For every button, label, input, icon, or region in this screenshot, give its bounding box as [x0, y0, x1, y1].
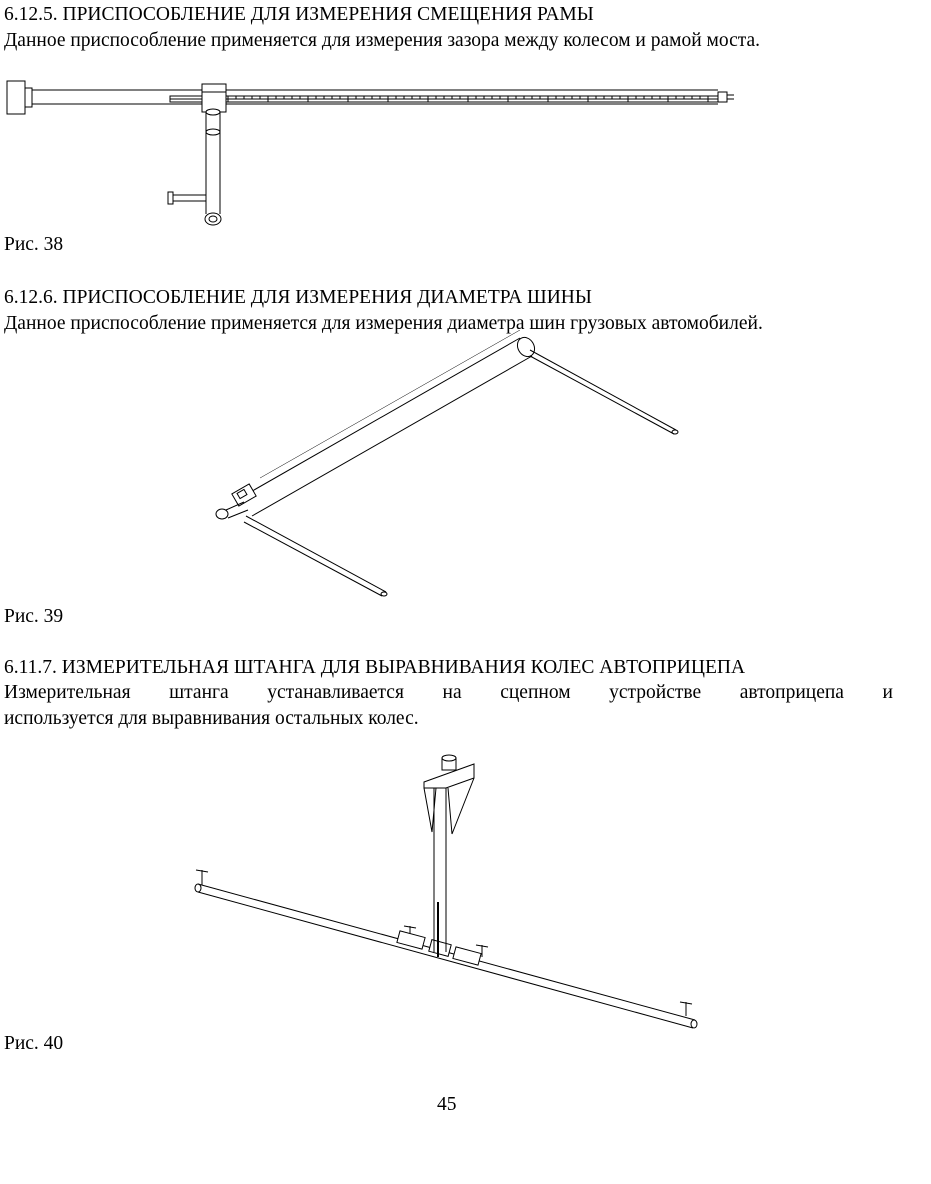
page-number: 45 — [437, 1094, 457, 1115]
figure-40-trailer-alignment-bar — [190, 752, 710, 1032]
figure-caption-38: Рис. 38 — [4, 234, 64, 255]
figure-38-frame-offset-gauge — [0, 74, 740, 232]
section-heading-6-12-5: 6.12.5. ПРИСПОСОБЛЕНИЕ ДЛЯ ИЗМЕРЕНИЯ СМЕЩЕНИЯ РАМЫ — [4, 4, 594, 25]
section-text-6-12-5: Данное приспособление применяется для измерения зазора между колесом и рамой моста. — [4, 30, 761, 51]
section-heading-6-11-7: 6.11.7. ИЗМЕРИТЕЛЬНАЯ ШТАНГА ДЛЯ ВЫРАВНИВАНИЯ КОЛЕС АВТОПРИЦЕПА — [4, 657, 746, 678]
section-text-6-11-7-line-1: Измерительная штанга устанавливается на сцепном устройстве автоприцепа и — [4, 682, 893, 703]
figure-caption-40: Рис. 40 — [4, 1033, 64, 1054]
section-text-6-12-6: Данное приспособление применяется для измерения диаметра шин грузовых автомобилей. — [4, 313, 763, 334]
figure-39-tire-diameter-gauge — [200, 330, 700, 605]
section-heading-6-12-6: 6.12.6. ПРИСПОСОБЛЕНИЕ ДЛЯ ИЗМЕРЕНИЯ ДИАМЕТРА ШИНЫ — [4, 287, 592, 308]
figure-caption-39: Рис. 39 — [4, 606, 64, 627]
section-text-6-11-7-line-2: используется для выравнивания остальных колес. — [4, 708, 419, 729]
